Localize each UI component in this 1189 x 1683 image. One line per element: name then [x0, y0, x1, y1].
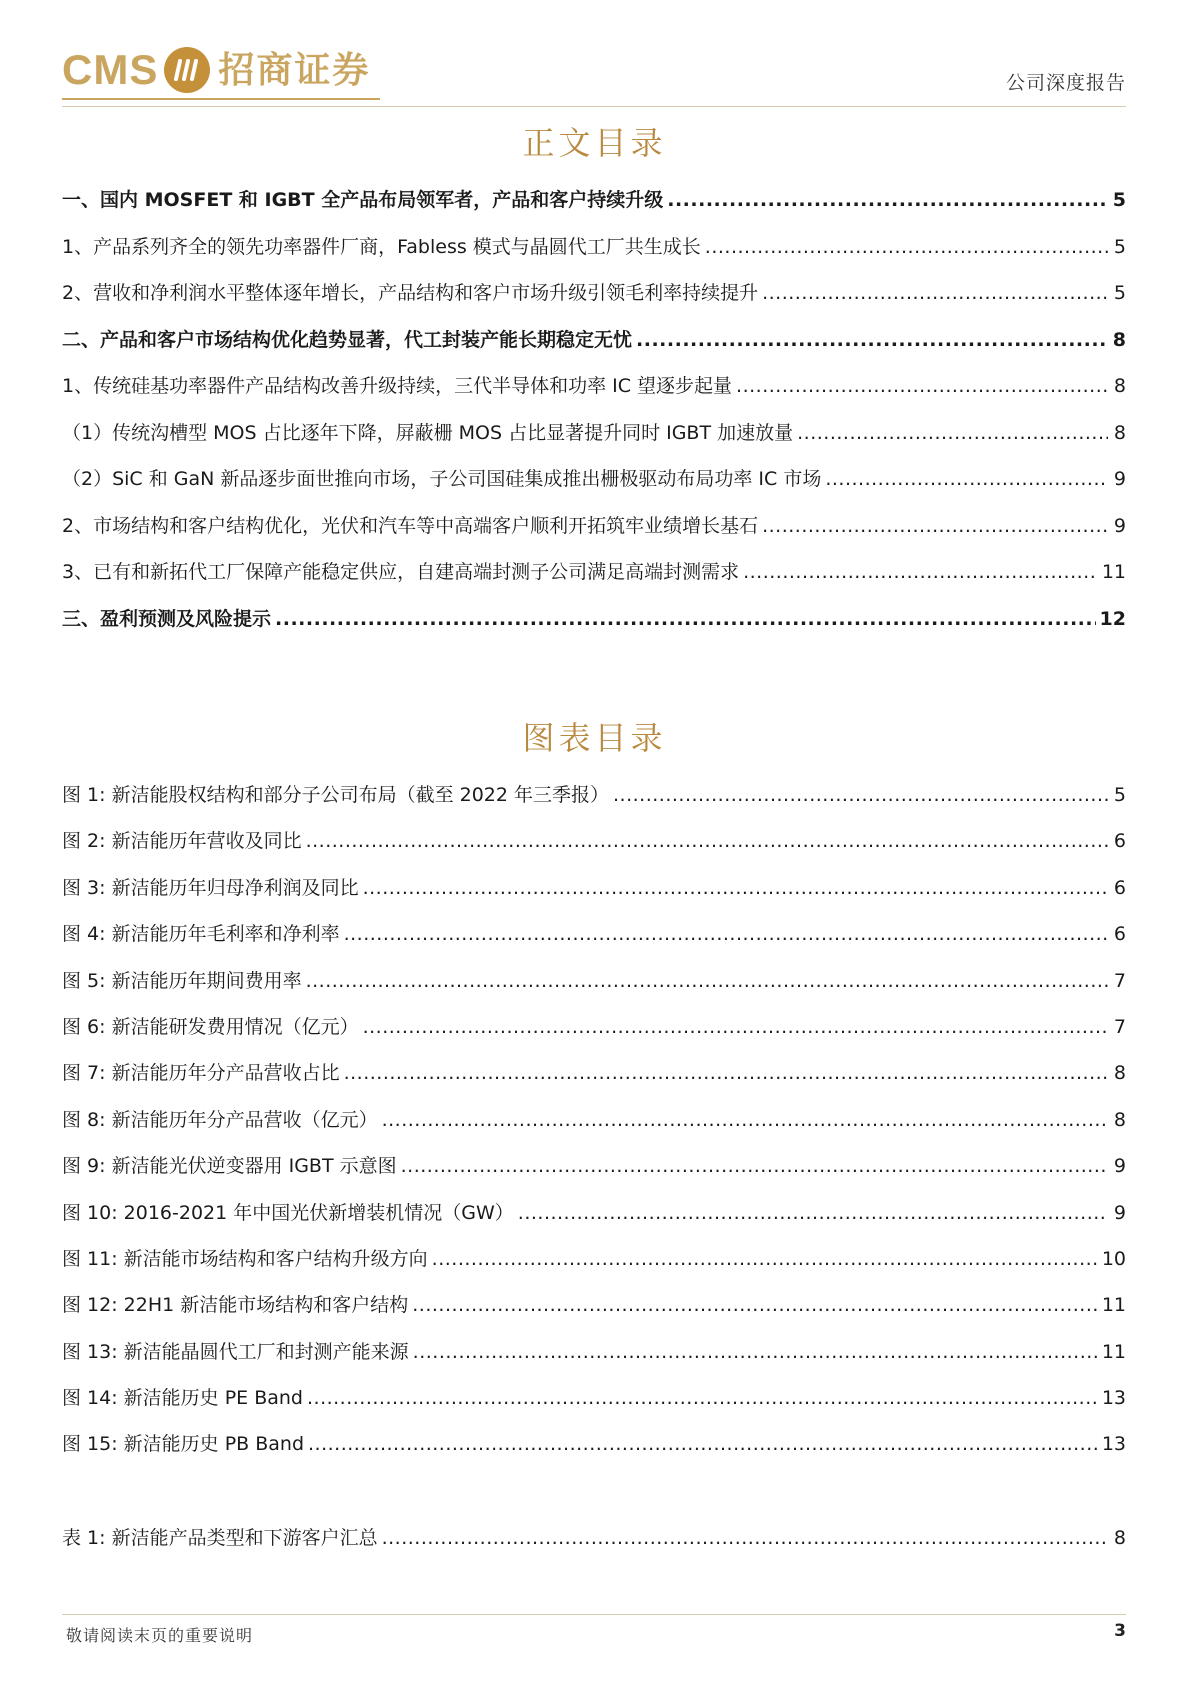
toc-entry-page: 12 [1099, 607, 1126, 630]
dot-leader [344, 1050, 1108, 1096]
figure-entry[interactable] [62, 1190, 1126, 1236]
dot-leader [797, 410, 1108, 457]
figure-entry[interactable] [62, 1282, 1126, 1328]
toc-list [62, 177, 1126, 642]
figure-entry-label: 图 1: 新洁能股权结构和部分子公司布局（截至 2022 年三季报） [62, 784, 610, 806]
toc-entry-page: 11 [1101, 561, 1126, 583]
figure-entry-label: 图 8: 新洁能历年分产品营收（亿元） [62, 1108, 378, 1131]
figure-entry[interactable] [62, 958, 1126, 1004]
dot-leader [401, 1143, 1108, 1189]
figure-entry-label: 图 15: 新洁能历史 PB Band [62, 1433, 305, 1456]
table-entry[interactable] [62, 1515, 1126, 1561]
page-number: 3 [1114, 1621, 1126, 1641]
figure-entry-label: 图 11: 新洁能市场结构和客户结构升级方向 [62, 1247, 428, 1270]
figure-entry[interactable] [62, 818, 1126, 864]
figure-entry[interactable] [62, 1236, 1126, 1282]
toc-entry[interactable] [62, 177, 1126, 224]
figure-entry-label: 图 3: 新洁能历年归母净利润及同比 [62, 876, 359, 899]
logo-cms-text: CMS [62, 46, 159, 93]
figure-entry-label: 图 14: 新洁能历史 PE Band [62, 1387, 303, 1410]
figure-entry-page: 8 [1113, 1108, 1126, 1131]
dot-leader [736, 363, 1108, 410]
toc-entry-label: 1、传统硅基功率器件产品结构改善升级持续，三代半导体和功率 IC 望逐步起量 [62, 375, 733, 397]
logo-underline [62, 98, 380, 100]
toc-entry-page: 8 [1113, 375, 1126, 397]
toc-title: 正文目录 [522, 124, 667, 162]
dot-leader [667, 177, 1108, 224]
figure-entry-label: 图 13: 新洁能晶圆代工厂和封测产能来源 [62, 1340, 409, 1363]
figure-entry-label: 图 4: 新洁能历年毛利率和净利率 [62, 923, 340, 946]
figure-entry-page: 9 [1113, 1155, 1126, 1178]
figure-entry[interactable] [62, 1375, 1126, 1421]
figure-entry[interactable] [62, 1421, 1126, 1467]
document-type: 公司深度报告 [1005, 72, 1126, 94]
figure-entry[interactable] [62, 1050, 1126, 1096]
figure-entry[interactable] [62, 911, 1126, 957]
toc-entry[interactable] [62, 456, 1126, 503]
logo-cn-text: 招商证券 [218, 49, 371, 91]
footer-disclaimer-note: 敬请阅读末页的重要说明 [66, 1626, 254, 1645]
dot-leader [705, 224, 1108, 271]
logo-badge-icon [164, 47, 210, 93]
figure-entry-page: 10 [1101, 1247, 1126, 1270]
toc-entry-label: 2、市场结构和客户结构优化，光伏和汽车等中高端客户顺利开拓筑牢业绩增长基石 [62, 514, 759, 537]
toc-entry[interactable] [62, 317, 1126, 364]
figure-entry[interactable] [62, 1329, 1126, 1375]
toc-entry-page: 5 [1113, 235, 1126, 258]
toc-entry-page: 5 [1112, 189, 1126, 211]
toc-entry[interactable] [62, 363, 1126, 410]
dot-leader [762, 270, 1108, 317]
toc-entry[interactable] [62, 224, 1126, 271]
toc-entry-label: （2）SiC 和 GaN 新品逐步面世推向市场，子公司国硅集成推出栅极驱动布局功率 IC 市场 [62, 468, 822, 490]
toc-entry[interactable] [62, 270, 1126, 317]
toc-entry-page: 8 [1113, 421, 1126, 444]
dot-leader [613, 772, 1108, 818]
dot-leader [413, 1329, 1098, 1375]
figure-entry-label: 图 7: 新洁能历年分产品营收占比 [62, 1062, 340, 1085]
figures-title: 图表目录 [522, 719, 667, 757]
dot-leader [412, 1282, 1098, 1328]
dot-leader [363, 865, 1108, 911]
toc-entry[interactable] [62, 410, 1126, 457]
dot-leader [743, 549, 1098, 596]
toc-entry-page: 8 [1112, 328, 1126, 351]
figure-list [62, 772, 1126, 1468]
figure-entry-page: 7 [1113, 969, 1126, 992]
dot-leader [382, 1097, 1108, 1143]
figure-entry[interactable] [62, 1004, 1126, 1050]
toc-entry-label: 二、产品和客户市场结构优化趋势显著，代工封装产能长期稳定无忧 [62, 328, 633, 351]
dot-leader [382, 1515, 1108, 1561]
dot-leader [363, 1004, 1108, 1050]
dot-leader [275, 596, 1096, 643]
figure-entry-label: 图 9: 新洁能光伏逆变器用 IGBT 示意图 [62, 1155, 397, 1178]
toc-entry-label: 一、国内 MOSFET 和 IGBT 全产品布局领军者，产品和客户持续升级 [62, 189, 664, 211]
figure-entry[interactable] [62, 772, 1126, 818]
footer-divider [62, 1614, 1126, 1615]
toc-entry-label: 2、营收和净利润水平整体逐年增长，产品结构和客户市场升级引领毛利率持续提升 [62, 282, 759, 304]
figure-entry-page: 9 [1113, 1201, 1126, 1224]
table-list [62, 1515, 1126, 1561]
toc-entry-page: 9 [1113, 514, 1126, 537]
toc-entry-page: 5 [1113, 282, 1126, 304]
toc-entry[interactable] [62, 549, 1126, 596]
table-entry-page: 8 [1113, 1527, 1126, 1549]
figure-entry-page: 13 [1101, 1387, 1126, 1410]
toc-entry-label: 3、已有和新拓代工厂保障产能稳定供应，自建高端封测子公司满足高端封测需求 [62, 561, 740, 583]
header-divider [62, 106, 1126, 107]
figure-entry-page: 5 [1113, 784, 1126, 806]
table-entry-label: 表 1: 新洁能产品类型和下游客户汇总 [62, 1527, 378, 1549]
figure-entry-label: 图 12: 22H1 新洁能市场结构和客户结构 [62, 1294, 409, 1317]
dot-leader [306, 958, 1108, 1004]
toc-entry-label: 三、盈利预测及风险提示 [62, 607, 272, 630]
figure-entry-page: 7 [1113, 1015, 1126, 1038]
dot-leader [307, 1375, 1098, 1421]
dot-leader [306, 818, 1108, 864]
figure-entry-page: 6 [1113, 876, 1126, 899]
figure-entry[interactable] [62, 1097, 1126, 1143]
dot-leader [344, 911, 1108, 957]
dot-leader [518, 1190, 1108, 1236]
page-header [62, 40, 1126, 102]
figure-entry[interactable] [62, 1143, 1126, 1189]
figure-entry-page: 6 [1113, 830, 1126, 853]
company-logo [62, 44, 370, 96]
dot-leader [308, 1421, 1098, 1467]
toc-entry[interactable] [62, 503, 1126, 550]
figure-entry-label: 图 2: 新洁能历年营收及同比 [62, 830, 302, 853]
figure-entry-label: 图 10: 2016-2021 年中国光伏新增装机情况（GW） [62, 1201, 514, 1224]
dot-leader [636, 317, 1108, 364]
figure-entry-page: 6 [1113, 923, 1126, 946]
toc-entry-label: 1、产品系列齐全的领先功率器件厂商，Fabless 模式与晶圆代工厂共生成长 [62, 235, 701, 258]
figure-entry-page: 8 [1113, 1062, 1126, 1085]
dot-leader [825, 456, 1108, 503]
figure-entry-page: 11 [1101, 1294, 1126, 1317]
toc-entry-label: （1）传统沟槽型 MOS 占比逐年下降，屏蔽栅 MOS 占比显著提升同时 IGBT 加速放量 [62, 421, 794, 444]
figure-entry-page: 13 [1101, 1433, 1126, 1456]
dot-leader [762, 503, 1108, 550]
toc-entry[interactable] [62, 596, 1126, 643]
dot-leader [432, 1236, 1098, 1282]
figure-entry-label: 图 6: 新洁能研发费用情况（亿元） [62, 1015, 359, 1038]
figure-entry-label: 图 5: 新洁能历年期间费用率 [62, 969, 302, 992]
figure-entry[interactable] [62, 865, 1126, 911]
toc-entry-page: 9 [1113, 468, 1126, 490]
figure-entry-page: 11 [1101, 1340, 1126, 1363]
